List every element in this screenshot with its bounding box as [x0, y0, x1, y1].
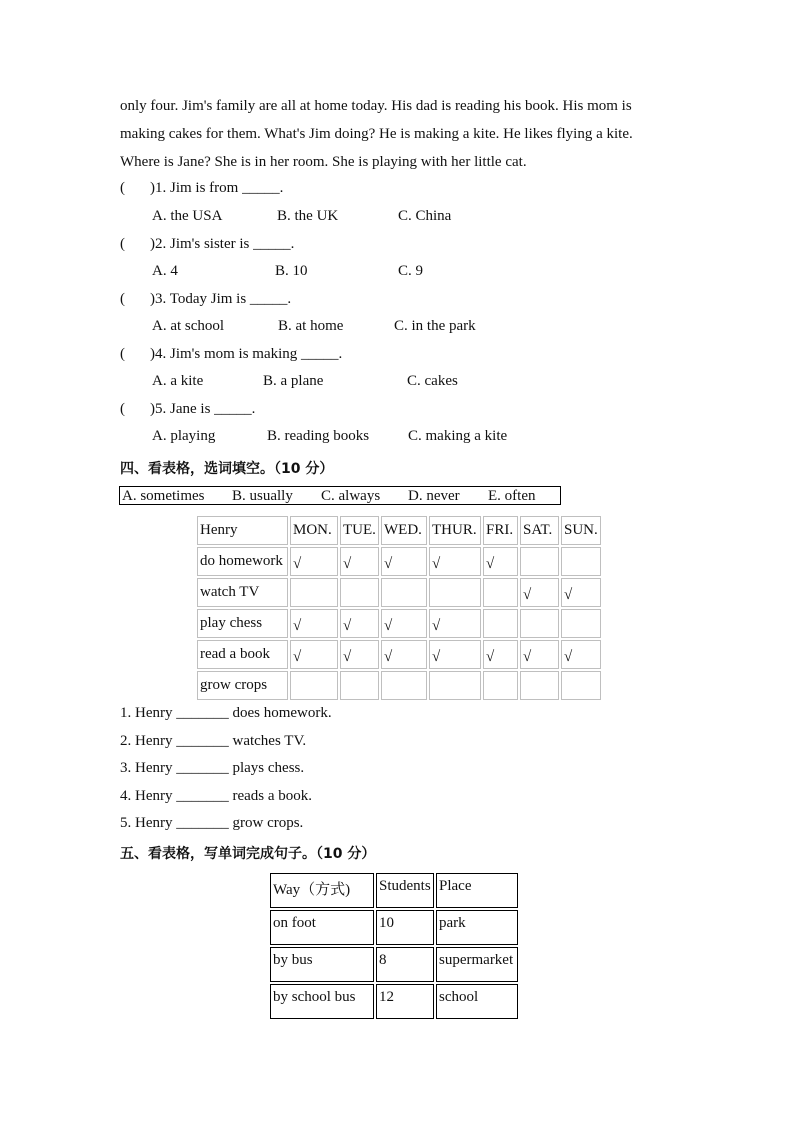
question-3	[120, 291, 291, 308]
option-b: B. at home	[278, 318, 344, 334]
option-c: C. in the park	[394, 318, 476, 334]
answer-paren[interactable]: (	[120, 291, 125, 307]
fill-sentence: 3. Henry _______ plays chess.	[120, 760, 305, 776]
answer-paren[interactable]: (	[120, 236, 125, 252]
word-option: D. never	[408, 488, 460, 504]
word-option: B. usually	[232, 488, 293, 504]
header-cell: WED.	[381, 516, 427, 545]
table-header-row	[270, 873, 518, 908]
check-mark: √	[523, 649, 532, 665]
question-1	[120, 180, 283, 197]
answer-paren[interactable]: (	[120, 346, 125, 362]
question-stem: )3. Today Jim is _____.	[150, 291, 292, 307]
word-bank	[119, 486, 561, 505]
activity-cell: do homework	[197, 547, 288, 576]
table-row	[197, 547, 601, 576]
header-cell: SAT.	[520, 516, 559, 545]
table-row	[270, 947, 518, 982]
check-mark: √	[486, 556, 495, 572]
check-mark: √	[293, 649, 302, 665]
check-mark: √	[523, 587, 532, 603]
check-mark: √	[432, 618, 441, 634]
fill-sentence: 4. Henry _______ reads a book.	[120, 788, 313, 804]
option-b: B. reading books	[267, 428, 370, 444]
option-a: A. the USA	[152, 208, 223, 224]
table-row	[270, 984, 518, 1019]
header-cell: Students	[376, 873, 434, 908]
check-mark: √	[293, 556, 302, 572]
passage-line-3: Where is Jane? She is in her room. She is playing with her little cat.	[120, 154, 527, 170]
activity-cell: read a book	[197, 640, 288, 669]
question-stem: )2. Jim's sister is _____.	[150, 236, 295, 252]
question-4	[120, 346, 342, 363]
header-cell: Place	[436, 873, 518, 908]
check-mark: √	[343, 649, 352, 665]
fill-sentence: 2. Henry _______ watches TV.	[120, 733, 307, 749]
header-cell: Henry	[197, 516, 288, 545]
option-b: B. the UK	[277, 208, 339, 224]
check-mark: √	[384, 556, 393, 572]
question-5	[120, 401, 255, 418]
fill-sentence: 5. Henry _______ grow crops.	[120, 815, 304, 831]
question-stem: )5. Jane is _____.	[150, 401, 256, 417]
check-mark: √	[384, 649, 393, 665]
option-c: C. making a kite	[408, 428, 508, 444]
activity-cell: grow crops	[197, 671, 288, 700]
option-a: A. a kite	[152, 373, 204, 389]
question-2	[120, 236, 294, 253]
table-cell: by bus	[270, 947, 374, 982]
option-a: A. at school	[152, 318, 225, 334]
option-c: C. 9	[398, 263, 424, 279]
option-c: C. China	[398, 208, 452, 224]
table-cell: 12	[376, 984, 434, 1019]
check-mark: √	[432, 556, 441, 572]
table-header-row	[197, 516, 601, 545]
check-mark: √	[564, 587, 573, 603]
answer-paren[interactable]: (	[120, 401, 125, 417]
fill-sentence: 1. Henry _______ does homework.	[120, 705, 332, 721]
table-cell: park	[436, 910, 518, 945]
table-row	[197, 609, 601, 638]
check-mark: √	[564, 649, 573, 665]
transport-table	[268, 871, 520, 1021]
table-cell: by school bus	[270, 984, 374, 1019]
option-c: C. cakes	[407, 373, 458, 389]
table-cell: school	[436, 984, 518, 1019]
word-option: A. sometimes	[122, 488, 205, 504]
word-option: E. often	[488, 488, 536, 504]
answer-paren[interactable]: (	[120, 180, 125, 196]
option-a: A. 4	[152, 263, 178, 279]
table-cell: 8	[376, 947, 434, 982]
check-mark: √	[384, 618, 393, 634]
section-5-title: 五、看表格，写单词完成句子。（10 分）	[120, 846, 376, 862]
check-mark: √	[432, 649, 441, 665]
activity-cell: watch TV	[197, 578, 288, 607]
header-cell: TUE.	[340, 516, 379, 545]
table-row	[197, 671, 601, 700]
option-a: A. playing	[152, 428, 216, 444]
passage-line-2: making cakes for them. What's Jim doing? He is making a kite. He likes flying a kite.	[120, 126, 633, 142]
header-cell: SUN.	[561, 516, 601, 545]
word-option: C. always	[321, 488, 381, 504]
header-cell: MON.	[290, 516, 338, 545]
section-4-title: 四、看表格，选词填空。（10 分）	[120, 461, 334, 477]
check-mark: √	[293, 618, 302, 634]
check-mark: √	[343, 618, 352, 634]
passage-line-1: only four. Jim's family are all at home today. His dad is reading his book. His mom is	[120, 98, 632, 114]
check-mark: √	[343, 556, 352, 572]
header-cell: FRI.	[483, 516, 518, 545]
table-row	[270, 910, 518, 945]
check-mark: √	[486, 649, 495, 665]
table-row	[197, 578, 601, 607]
option-b: B. a plane	[263, 373, 324, 389]
table-cell: on foot	[270, 910, 374, 945]
question-stem: )1. Jim is from _____.	[150, 180, 284, 196]
table-row	[197, 640, 601, 669]
activity-cell: play chess	[197, 609, 288, 638]
schedule-table	[195, 514, 603, 702]
table-cell: supermarket	[436, 947, 518, 982]
header-cell: Way（方式)	[270, 873, 374, 908]
table-cell: 10	[376, 910, 434, 945]
header-cell: THUR.	[429, 516, 481, 545]
option-b: B. 10	[275, 263, 308, 279]
question-stem: )4. Jim's mom is making _____.	[150, 346, 343, 362]
